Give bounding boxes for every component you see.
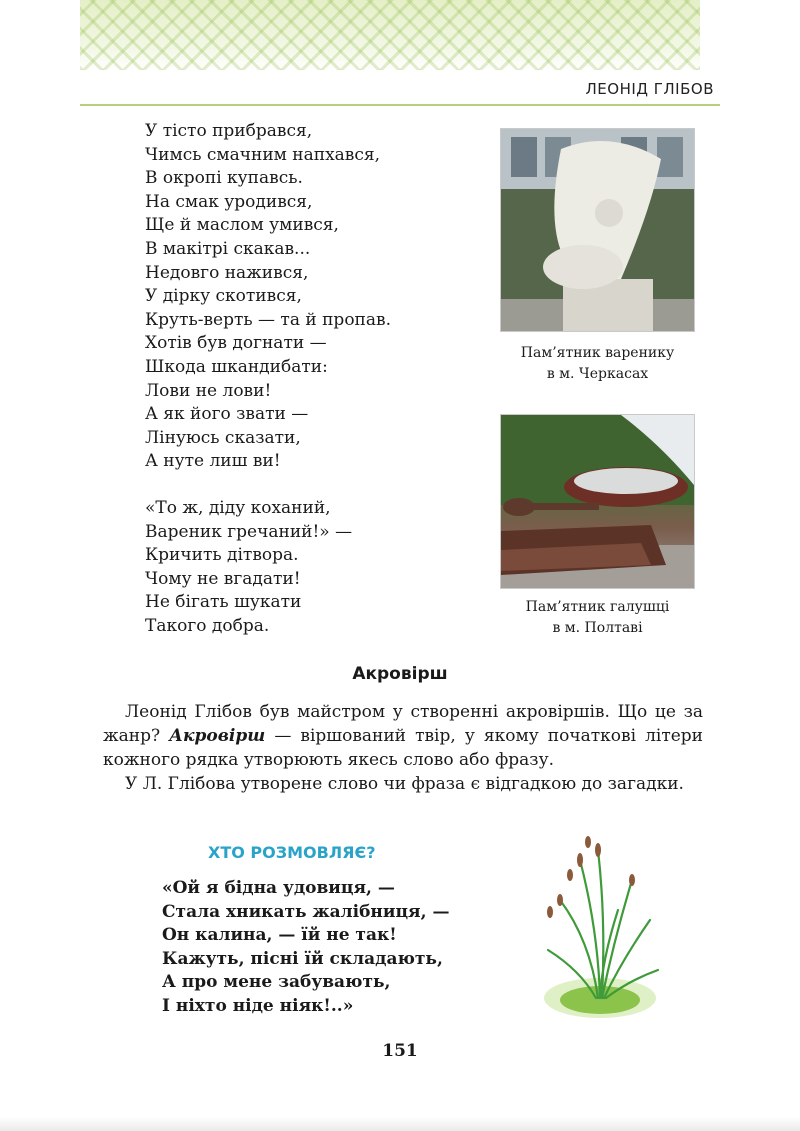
paragraph-riddle-intro: У Л. Глібова утворене слово чи фраза є відгадкою до загадки. (125, 774, 684, 794)
caption-photo-2 (490, 597, 705, 639)
caption-line: Пам’ятник варенику (520, 345, 675, 361)
caption-line: в м. Черкасах (546, 366, 649, 382)
riddle-line: А про мене забувають, (162, 972, 391, 992)
paragraph-text: Леонід Глібов був майстром у створенні акровіршів. Що це за жанр? (103, 702, 703, 746)
caption-line: в м. Полтаві (552, 620, 643, 636)
poem-line: На смак уродився, (145, 191, 313, 212)
photo-halushka-monument (500, 414, 695, 589)
poem-line: Лови не лови! (145, 380, 272, 401)
reed-grass-icon (540, 820, 660, 1020)
halushka-monument-illustration (501, 415, 694, 588)
page-number: 151 (382, 1041, 418, 1061)
varenyk-monument-illustration (501, 129, 694, 331)
section-title: Акровірш (352, 664, 448, 684)
poem-line: А нуте лиш ви! (145, 451, 281, 472)
term-akrovirsh: Акровірш (169, 726, 266, 746)
poem-line: Шкода шкандибати: (145, 356, 328, 377)
running-head: ЛЕОНІД ГЛІБОВ (585, 80, 714, 98)
page-bottom-edge (0, 1117, 800, 1131)
paragraph-acrostic-definition (103, 700, 703, 772)
poem-line: Кричить дітвора. (145, 545, 299, 566)
poem-line: Чимсь смачним напхався, (145, 144, 381, 165)
poem-stanza-1 (145, 120, 391, 474)
caption-photo-1 (490, 343, 705, 385)
poem-line: Круть-верть — та й пропав. (145, 309, 391, 330)
poem-line: У дірку скотився, (145, 286, 302, 307)
header-rule (80, 104, 720, 106)
poem-stanza-2 (145, 497, 352, 639)
caption-line: Пам’ятник галушці (525, 599, 670, 615)
poem-line: А як його звати — (145, 404, 309, 425)
poem-line: Не бігать шукати (145, 592, 302, 613)
poem-line: Ще й маслом умився, (145, 215, 339, 236)
riddle-title: ХТО РОЗМОВЛЯЄ? (208, 843, 376, 862)
poem-line: Недовго нажився, (145, 262, 309, 283)
poem-line: Вареник гречаний!» — (145, 521, 353, 542)
riddle-line: «Ой я бідна удовиця, — (162, 878, 395, 898)
riddle-line: Стала хникать жалібниця, — (162, 901, 450, 922)
riddle-line: Кажуть, пісні їй складають, (162, 948, 443, 969)
poem-line: Чому не вгадати! (145, 568, 301, 589)
poem-line: У тісто прибрався, (145, 121, 313, 141)
photo-varenyk-monument (500, 128, 695, 332)
riddle-line: І ніхто ніде ніяк!..» (162, 995, 354, 1016)
poem-line: Такого добра. (145, 615, 270, 636)
paragraph-text: — віршований твір, у якому початкові літери кожного рядка утворюють якесь слово або фразу. (103, 726, 703, 770)
poem-line: Лінуюсь сказати, (145, 427, 301, 448)
poem-line: Хотів був догнати — (145, 333, 327, 354)
riddle-poem (162, 877, 449, 1018)
poem-line: «То ж, діду коханий, (145, 498, 331, 518)
poem-line: В макітрі скакав... (145, 238, 311, 259)
grass-illustration (540, 820, 660, 1020)
riddle-line: Он калина, — їй не так! (162, 925, 397, 945)
poem-line: В окропі купавсь. (145, 168, 303, 189)
decorative-ornament-band (80, 0, 700, 70)
